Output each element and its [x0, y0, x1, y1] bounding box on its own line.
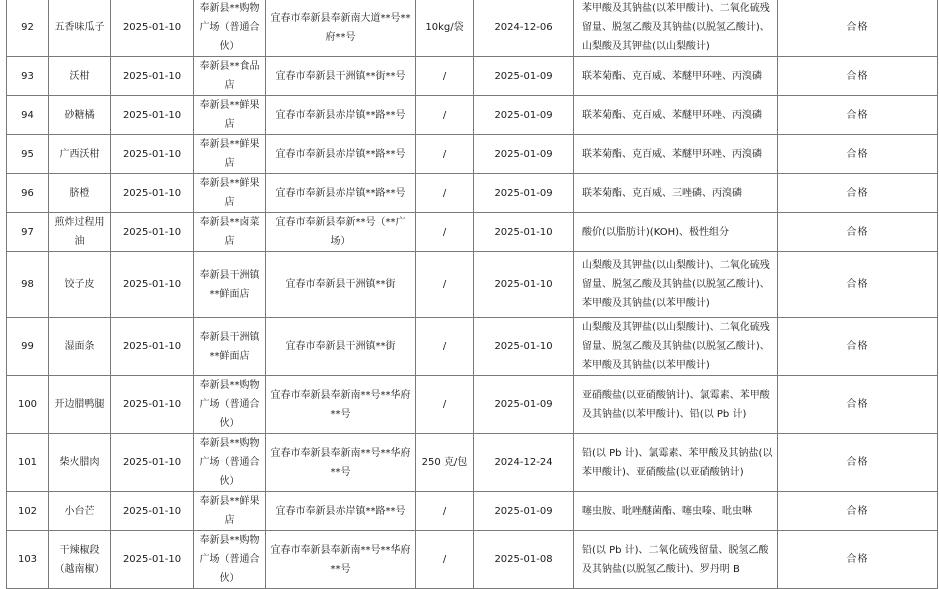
row-number-cell: 92 [7, 0, 49, 57]
unit-address-cell: 宜春市奉新县干洲镇**街**号 [266, 57, 416, 96]
product-name-cell: 湿面条 [49, 318, 111, 376]
product-name-cell: 五香味瓜子 [49, 0, 111, 57]
inspection-result-cell: 合格 [778, 0, 938, 57]
inspection-result-cell: 合格 [778, 57, 938, 96]
inspection-result-cell: 合格 [778, 434, 938, 492]
unit-address-cell: 宜春市奉新县奉新南大道**号**府**号 [266, 0, 416, 57]
inspection-items-cell: 联苯菊酯、克百威、三唑磷、丙溴磷 [574, 174, 778, 213]
table-row [7, 213, 938, 252]
table-row [7, 135, 938, 174]
production-date-cell: 2025-01-09 [474, 135, 574, 174]
sampled-unit-cell: 奉新县**购物广场（普通合伙） [194, 531, 266, 589]
sampling-date-cell: 2025-01-10 [111, 252, 194, 318]
production-date-cell: 2025-01-09 [474, 57, 574, 96]
sampled-unit-cell: 奉新县**食品店 [194, 57, 266, 96]
product-name-cell: 饺子皮 [49, 252, 111, 318]
inspection-items-cell: 联苯菊酯、克百威、苯醚甲环唑、丙溴磷 [574, 135, 778, 174]
sampled-unit-cell: 奉新县**鲜果店 [194, 492, 266, 531]
inspection-items-cell: 苯甲酸及其钠盐(以苯甲酸计)、二氧化硫残留量、脱氢乙酸及其钠盐(以脱氢乙酸计)、山梨酸及其钾盐(以山梨酸计) [574, 0, 778, 57]
product-name-cell: 柴火腊肉 [49, 434, 111, 492]
inspection-items-cell: 联苯菊酯、克百威、苯醚甲环唑、丙溴磷 [574, 57, 778, 96]
inspection-items-cell: 铅(以 Pb 计)、氯霉素、苯甲酸及其钠盐(以苯甲酸计)、亚硝酸盐(以亚硝酸钠计) [574, 434, 778, 492]
specification-cell: / [416, 57, 474, 96]
specification-cell: / [416, 252, 474, 318]
sampling-date-cell: 2025-01-10 [111, 96, 194, 135]
sampled-unit-cell: 奉新县干洲镇**鲜面店 [194, 252, 266, 318]
specification-cell: 10kg/袋 [416, 0, 474, 57]
unit-address-cell: 宜春市奉新县赤岸镇**路**号 [266, 174, 416, 213]
inspection-items-cell: 山梨酸及其钾盐(以山梨酸计)、二氧化硫残留量、脱氢乙酸及其钠盐(以脱氢乙酸计)、苯甲酸及其钠盐(以苯甲酸计) [574, 252, 778, 318]
inspection-results-table [6, 0, 938, 589]
row-number-cell: 95 [7, 135, 49, 174]
row-number-cell: 102 [7, 492, 49, 531]
sampled-unit-cell: 奉新县**购物广场（普通合伙） [194, 434, 266, 492]
inspection-result-cell: 合格 [778, 96, 938, 135]
sampled-unit-cell: 奉新县**鲜果店 [194, 174, 266, 213]
unit-address-cell: 宜春市奉新县奉新南**号**华府**号 [266, 376, 416, 434]
inspection-result-cell: 合格 [778, 135, 938, 174]
production-date-cell: 2025-01-09 [474, 96, 574, 135]
table-row [7, 376, 938, 434]
specification-cell: / [416, 492, 474, 531]
inspection-result-cell: 合格 [778, 376, 938, 434]
table-row [7, 0, 938, 57]
inspection-result-cell: 合格 [778, 492, 938, 531]
row-number-cell: 100 [7, 376, 49, 434]
inspection-result-cell: 合格 [778, 213, 938, 252]
production-date-cell: 2025-01-10 [474, 213, 574, 252]
product-name-cell: 煎炸过程用油 [49, 213, 111, 252]
row-number-cell: 99 [7, 318, 49, 376]
specification-cell: / [416, 174, 474, 213]
inspection-result-cell: 合格 [778, 252, 938, 318]
production-date-cell: 2024-12-06 [474, 0, 574, 57]
product-name-cell: 脐橙 [49, 174, 111, 213]
unit-address-cell: 宜春市奉新县赤岸镇**路**号 [266, 135, 416, 174]
row-number-cell: 101 [7, 434, 49, 492]
production-date-cell: 2025-01-08 [474, 531, 574, 589]
inspection-items-cell: 山梨酸及其钾盐(以山梨酸计)、二氧化硫残留量、脱氢乙酸及其钠盐(以脱氢乙酸计)、苯甲酸及其钠盐(以苯甲酸计) [574, 318, 778, 376]
inspection-result-cell: 合格 [778, 318, 938, 376]
production-date-cell: 2025-01-09 [474, 492, 574, 531]
production-date-cell: 2025-01-09 [474, 376, 574, 434]
sampling-date-cell: 2025-01-10 [111, 213, 194, 252]
production-date-cell: 2025-01-10 [474, 252, 574, 318]
sampled-unit-cell: 奉新县**购物广场（普通合伙） [194, 376, 266, 434]
row-number-cell: 93 [7, 57, 49, 96]
sampling-date-cell: 2025-01-10 [111, 174, 194, 213]
sampling-date-cell: 2025-01-10 [111, 135, 194, 174]
unit-address-cell: 宜春市奉新县干洲镇**街 [266, 318, 416, 376]
specification-cell: / [416, 318, 474, 376]
inspection-result-cell: 合格 [778, 174, 938, 213]
table-row [7, 492, 938, 531]
product-name-cell: 小台芒 [49, 492, 111, 531]
row-number-cell: 98 [7, 252, 49, 318]
product-name-cell: 砂糖橘 [49, 96, 111, 135]
production-date-cell: 2025-01-09 [474, 174, 574, 213]
sampled-unit-cell: 奉新县干洲镇**鲜面店 [194, 318, 266, 376]
specification-cell: / [416, 531, 474, 589]
inspection-items-cell: 酸价(以脂肪计)(KOH)、极性组分 [574, 213, 778, 252]
specification-cell: / [416, 96, 474, 135]
sampled-unit-cell: 奉新县**鲜果店 [194, 96, 266, 135]
inspection-result-cell: 合格 [778, 531, 938, 589]
sampled-unit-cell: 奉新县**卤菜店 [194, 213, 266, 252]
sampling-date-cell: 2025-01-10 [111, 57, 194, 96]
product-name-cell: 开边腊鸭腿 [49, 376, 111, 434]
production-date-cell: 2024-12-24 [474, 434, 574, 492]
specification-cell: / [416, 135, 474, 174]
production-date-cell: 2025-01-10 [474, 318, 574, 376]
table-body [7, 0, 938, 589]
row-number-cell: 94 [7, 96, 49, 135]
sampling-date-cell: 2025-01-10 [111, 376, 194, 434]
product-name-cell: 沃柑 [49, 57, 111, 96]
sampling-date-cell: 2025-01-10 [111, 531, 194, 589]
table-row [7, 174, 938, 213]
specification-cell: 250 克/包 [416, 434, 474, 492]
table-row [7, 434, 938, 492]
unit-address-cell: 宜春市奉新县奉新南**号**华府**号 [266, 531, 416, 589]
inspection-items-cell: 联苯菊酯、克百威、苯醚甲环唑、丙溴磷 [574, 96, 778, 135]
product-name-cell: 广西沃柑 [49, 135, 111, 174]
row-number-cell: 97 [7, 213, 49, 252]
sampled-unit-cell: 奉新县**鲜果店 [194, 135, 266, 174]
specification-cell: / [416, 213, 474, 252]
table-row [7, 531, 938, 589]
unit-address-cell: 宜春市奉新县赤岸镇**路**号 [266, 492, 416, 531]
row-number-cell: 96 [7, 174, 49, 213]
inspection-items-cell: 铅(以 Pb 计)、二氧化硫残留量、脱氢乙酸及其钠盐(以脱氢乙酸计)、罗丹明 B [574, 531, 778, 589]
unit-address-cell: 宜春市奉新县赤岸镇**路**号 [266, 96, 416, 135]
row-number-cell: 103 [7, 531, 49, 589]
sampling-date-cell: 2025-01-10 [111, 0, 194, 57]
sampling-date-cell: 2025-01-10 [111, 318, 194, 376]
sampled-unit-cell: 奉新县**购物广场（普通合伙） [194, 0, 266, 57]
sampling-date-cell: 2025-01-10 [111, 434, 194, 492]
unit-address-cell: 宜春市奉新县奉新南**号**华府**号 [266, 434, 416, 492]
specification-cell: / [416, 376, 474, 434]
inspection-items-cell: 噻虫胺、吡唑醚菌酯、噻虫嗪、吡虫啉 [574, 492, 778, 531]
inspection-items-cell: 亚硝酸盐(以亚硝酸钠计)、氯霉素、苯甲酸及其钠盐(以苯甲酸计)、铅(以 Pb 计) [574, 376, 778, 434]
table-row [7, 318, 938, 376]
table-row [7, 57, 938, 96]
table-row [7, 252, 938, 318]
product-name-cell: 干辣椒段（越南椒） [49, 531, 111, 589]
table-row [7, 96, 938, 135]
sampling-date-cell: 2025-01-10 [111, 492, 194, 531]
unit-address-cell: 宜春市奉新县干洲镇**街 [266, 252, 416, 318]
unit-address-cell: 宜春市奉新县奉新**号（**广场） [266, 213, 416, 252]
